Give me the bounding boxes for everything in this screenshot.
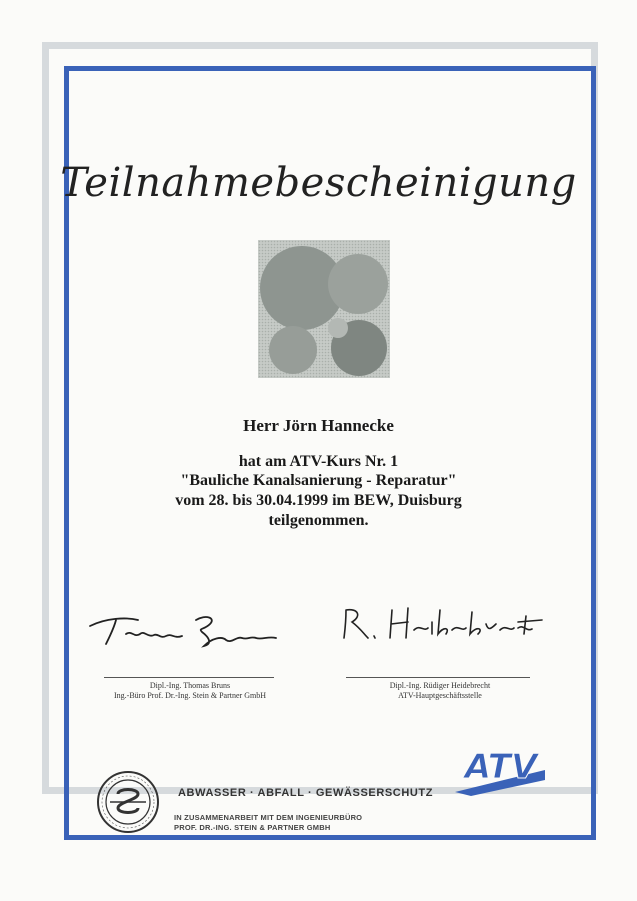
signer-name-1: Dipl.-Ing. Thomas Bruns xyxy=(149,681,231,690)
atv-logo-text: ATV xyxy=(464,747,538,787)
course-line: hat am ATV-Kurs Nr. 1 xyxy=(238,453,399,470)
signature-line-1 xyxy=(104,677,274,678)
footer-line-1: IN ZUSAMMENARBEIT MIT DEM INGENIEURBÜRO xyxy=(174,813,363,822)
footer-line-2: PROF. DR.-ING. STEIN & PARTNER GMBH xyxy=(174,823,331,832)
course-date-location: vom 28. bis 30.04.1999 im BEW, Duisburg xyxy=(175,492,462,509)
seal-icon xyxy=(96,770,160,834)
signer-role-2: ATV-Hauptgeschäftsstelle xyxy=(398,691,482,700)
signer-name-2: Dipl.-Ing. Rüdiger Heidebrecht xyxy=(389,681,491,690)
atv-logo xyxy=(455,740,545,796)
signature-bruns xyxy=(86,608,296,652)
participation-text: teilgenommen. xyxy=(268,512,369,529)
signature-heidebrecht xyxy=(336,602,556,646)
recipient-name: Herr Jörn Hannecke xyxy=(243,416,394,435)
signer-role-1: Ing.-Büro Prof. Dr.-Ing. Stein & Partner GmbH xyxy=(114,691,266,700)
certificate-title: Teilnahmebescheinigung xyxy=(60,160,577,206)
signature-line-2 xyxy=(346,677,530,678)
tagline: ABWASSER · ABFALL · GEWÄSSERSCHUTZ xyxy=(178,787,434,799)
signature-caption-2 xyxy=(330,681,550,701)
signature-caption-1 xyxy=(80,681,300,701)
course-title: "Bauliche Kanalsanierung - Reparatur" xyxy=(180,472,457,489)
circles-emblem xyxy=(258,240,390,378)
